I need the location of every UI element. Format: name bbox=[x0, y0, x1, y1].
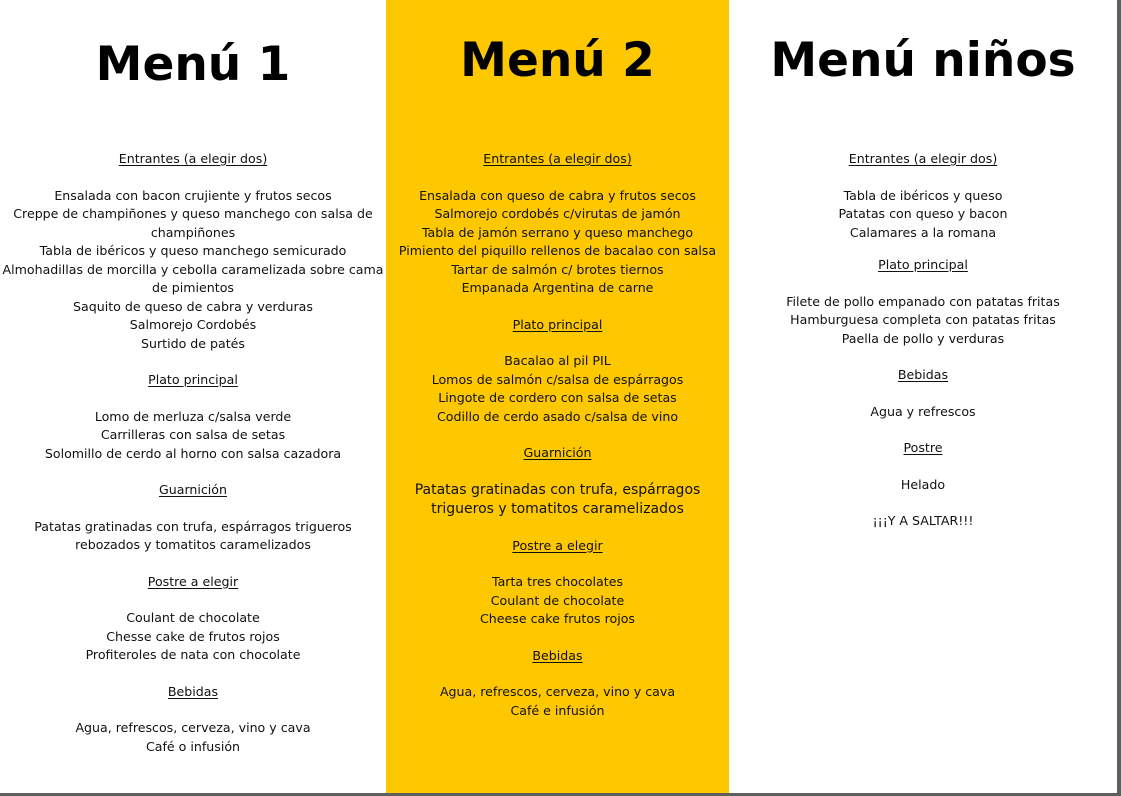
item-list bbox=[386, 352, 729, 426]
menu-item: Paella de pollo y verduras bbox=[841, 330, 1005, 346]
menu-item: Agua y refrescos bbox=[870, 403, 976, 419]
section-heading: Postre a elegir bbox=[512, 537, 603, 553]
item-list bbox=[386, 683, 729, 720]
section-heading: Plato principal bbox=[878, 257, 968, 272]
menu-item: Lingote de cordero con salsa de setas bbox=[438, 390, 677, 405]
menu-kids-footer bbox=[729, 512, 1117, 531]
menu-item: Coulant de chocolate bbox=[126, 610, 260, 625]
section-heading: Entrantes (a elegir dos) bbox=[118, 151, 268, 166]
section-heading: Bebidas bbox=[167, 683, 219, 699]
menu-item: Tabla de ibéricos y queso bbox=[843, 187, 1003, 203]
menu-item: Cheese cake frutos rojos bbox=[480, 611, 635, 626]
menu-item: Empanada Argentina de carne bbox=[461, 280, 654, 295]
item-list bbox=[386, 481, 729, 519]
menu-item: Ensalada con queso de cabra y frutos secos bbox=[419, 187, 696, 203]
item-list bbox=[2, 518, 384, 555]
menu-kids-main bbox=[729, 256, 1117, 348]
menu-2-main bbox=[386, 316, 729, 427]
menu-item: Pimiento del piquillo rellenos de bacalao con salsa bbox=[398, 243, 717, 258]
menu-item: Carrilleras con salsa de setas bbox=[100, 427, 286, 442]
section-heading: Postre bbox=[903, 440, 943, 455]
section-heading: Plato principal bbox=[512, 316, 603, 332]
menu-kids-starters bbox=[729, 150, 1117, 242]
menu-item: Bacalao al pil PIL bbox=[504, 353, 611, 368]
menu-2-starters bbox=[386, 150, 729, 298]
menu-item: Almohadillas de morcilla y cebolla caramelizada sobre cama de pimientos bbox=[2, 261, 384, 295]
section-heading: Bebidas bbox=[897, 367, 949, 382]
menu-kids-drinks bbox=[729, 366, 1117, 421]
menu-item: Ensalada con bacon crujiente y frutos secos bbox=[54, 187, 332, 203]
section-heading: Guarnición bbox=[158, 482, 227, 497]
menu-item: Café o infusión bbox=[145, 738, 241, 754]
menu-1-content bbox=[0, 150, 386, 774]
section-heading: Entrantes (a elegir dos) bbox=[483, 151, 632, 166]
menu-item: Profiteroles de nata con chocolate bbox=[85, 647, 301, 662]
menu-item: Coulant de chocolate bbox=[490, 592, 625, 608]
menu-2-column bbox=[386, 0, 729, 793]
menu-item: Codillo de cerdo asado c/salsa de vino bbox=[436, 408, 679, 424]
menu-item: Café e infusión bbox=[510, 702, 605, 718]
menu-kids-title: Menú niños bbox=[770, 33, 1076, 88]
menu-item: Lomo de merluza c/salsa verde bbox=[94, 408, 292, 424]
menu-item: Creppe de champiñones y queso manchego con salsa de champiñones bbox=[13, 206, 373, 240]
menu-1-starters bbox=[2, 150, 384, 353]
menu-item: Patatas con queso y bacon bbox=[838, 206, 1008, 221]
menu-2-dessert bbox=[386, 537, 729, 629]
section-heading: Bebidas bbox=[532, 647, 583, 663]
item-list bbox=[2, 408, 384, 464]
item-list bbox=[2, 609, 384, 665]
item-list bbox=[2, 187, 384, 354]
menu-item: Hamburguesa completa con patatas fritas bbox=[790, 312, 1056, 327]
menu-item: Tarta tres chocolates bbox=[491, 574, 624, 589]
section-heading: Postre a elegir bbox=[147, 573, 239, 589]
menu-2-drinks bbox=[386, 647, 729, 721]
menu-item: Agua, refrescos, cerveza, vino y cava bbox=[439, 684, 676, 699]
menu-1-column bbox=[0, 0, 386, 793]
section-heading: Entrantes (a elegir dos) bbox=[848, 151, 998, 166]
menu-kids-dessert bbox=[729, 439, 1117, 494]
item-list bbox=[729, 187, 1117, 243]
menu-item: Agua, refrescos, cerveza, vino y cava bbox=[75, 720, 311, 735]
item-list bbox=[729, 476, 1117, 495]
menu-item: Filete de pollo empanado con patatas fritas bbox=[786, 293, 1060, 309]
menu-item: Salmorejo cordobés c/virutas de jamón bbox=[434, 206, 681, 221]
menu-item: Calamares a la romana bbox=[849, 224, 997, 240]
section-heading: Plato principal bbox=[148, 372, 238, 387]
menu-1-dessert bbox=[2, 573, 384, 665]
menu-item: Chesse cake de frutos rojos bbox=[106, 628, 280, 644]
menu-item: Lomos de salmón c/salsa de espárragos bbox=[431, 371, 684, 387]
menu-1-main bbox=[2, 371, 384, 463]
menu-item: Saquito de queso de cabra y verduras bbox=[73, 298, 313, 314]
item-list bbox=[2, 719, 384, 756]
item-list bbox=[729, 403, 1117, 422]
menu-kids-content bbox=[729, 150, 1117, 531]
menu-1-side bbox=[2, 481, 384, 555]
menu-item: Tabla de jamón serrano y queso manchego bbox=[421, 224, 694, 240]
menu-item: Tartar de salmón c/ brotes tiernos bbox=[451, 261, 664, 277]
menu-item: Surtido de patés bbox=[141, 335, 245, 351]
footer-slogan: ¡¡¡Y A SALTAR!!! bbox=[872, 513, 974, 528]
menu-item: Patatas gratinadas con trufa, espárragos trigueros y tomatitos caramelizados bbox=[414, 481, 701, 517]
menu-item: Patatas gratinadas con trufa, espárragos trigueros rebozados y tomatitos caramelizados bbox=[34, 518, 352, 552]
menu-2-side bbox=[386, 444, 729, 519]
menu-item: Salmorejo Cordobés bbox=[129, 317, 257, 332]
menu-item: Helado bbox=[900, 476, 946, 492]
section-heading: Guarnición bbox=[523, 445, 592, 460]
menu-kids-column bbox=[729, 0, 1117, 793]
menu-2-title: Menú 2 bbox=[460, 33, 655, 88]
menu-item: Tabla de ibéricos y queso manchego semicurado bbox=[39, 243, 347, 258]
item-list bbox=[729, 293, 1117, 349]
menu-item: Solomillo de cerdo al horno con salsa cazadora bbox=[44, 445, 342, 461]
item-list bbox=[386, 573, 729, 629]
menu-2-content bbox=[386, 150, 729, 738]
item-list bbox=[386, 187, 729, 298]
menu-1-drinks bbox=[2, 683, 384, 757]
menu-1-title: Menú 1 bbox=[95, 37, 291, 92]
